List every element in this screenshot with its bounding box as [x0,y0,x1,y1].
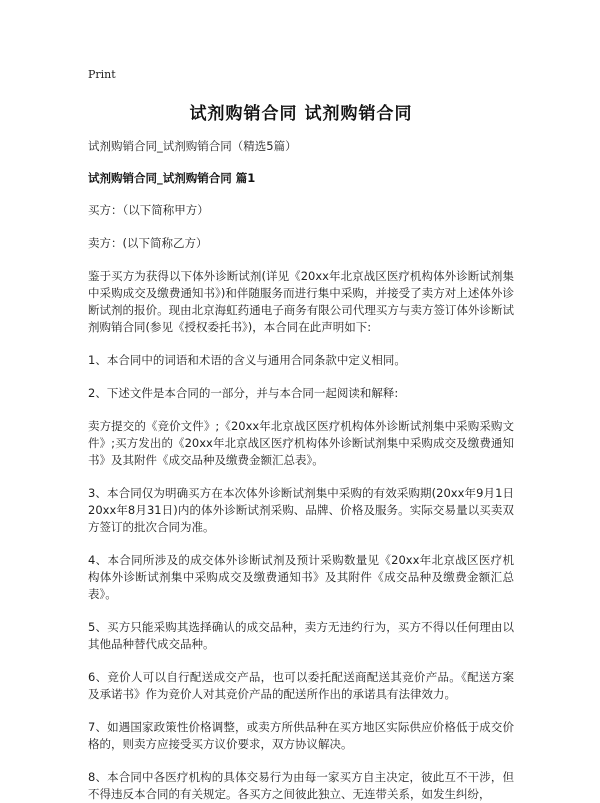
paragraph-clause-7: 7、如遇国家政策性价格调整，或卖方所供品种在买方地区实际供应价格低于成交价格的，则卖方应接受买方议价要求，双方协议解决。 [88,720,514,751]
section-heading: 试剂购销合同_试剂购销合同 篇1 [88,171,256,185]
paragraph-clause-5: 5、买方只能采购其选择确认的成交品种，卖方无违约行为，买方不得以任何理由以其他品种替代成交品种。 [88,620,514,651]
print-label: Print [88,68,116,81]
paragraph-clause-8: 8、本合同中各医疗机构的具体交易行为由每一家买方自主决定，彼此互不干涉，但不得违反本合同的有关规定。各买方之间彼此独立、无连带关系，如发生纠纷， [88,770,514,801]
paragraph-clause-4: 4、本合同所涉及的成交体外诊断试剂及预计采购数量见《20xx年北京战区医疗机构体外诊断试剂集中采购成交及缴费通知书》及其附件《成交品种及缴费金额汇总表》。 [88,553,514,601]
paragraph-clause-6: 6、竞价人可以自行配送成交产品，也可以委托配送商配送其竞价产品。《配送方案及承诺书》作为竞价人对其竞价产品的配送所作出的承诺具有法律效力。 [88,670,514,701]
paragraph-clause-1: 1、本合同中的词语和术语的含义与通用合同条款中定义相同。 [88,353,406,367]
document-subtitle: 试剂购销合同_试剂购销合同（精选5篇） [88,139,297,153]
paragraph-seller: 卖方：(以下简称乙方） [88,236,208,250]
document-title: 试剂购销合同 试剂购销合同 [189,104,413,124]
paragraph-clause-2: 2、下述文件是本合同的一部分，并与本合同一起阅读和解释: [88,386,399,400]
paragraph-preamble: 鉴于买方为获得以下体外诊断试剂(详见《20xx年北京战区医疗机构体外诊断试剂集中采购成交及缴费通知书》)和伴随服务而进行集中采购，并接受了卖方对上述体外诊断试剂的报价。现由北京海虹药通电子商务有限公司代理买方与卖方签订体外诊断试剂购销合同(参见《授权委托书》)，本合同在此声明如下: [88,269,514,334]
paragraph-clause-3: 3、本合同仅为明确买方在本次体外诊断试剂集中采购的有效采购期(20xx年9月1日20xx年8月31日)内的体外诊断试剂采购、品牌、价格及服务。实际交易量以买卖双方签订的批次合同为准。 [88,486,514,534]
paragraph-clause-2-docs: 卖方提交的《竞价文件》;《20xx年北京战区医疗机构体外诊断试剂集中采购采购文件》;买方发出的《20xx年北京战区医疗机构体外诊断试剂集中采购成交及缴费通知书》及其附件《成交品种及缴费金额汇总表》。 [88,419,514,467]
paragraph-buyer: 买方：（以下简称甲方） [88,203,209,217]
